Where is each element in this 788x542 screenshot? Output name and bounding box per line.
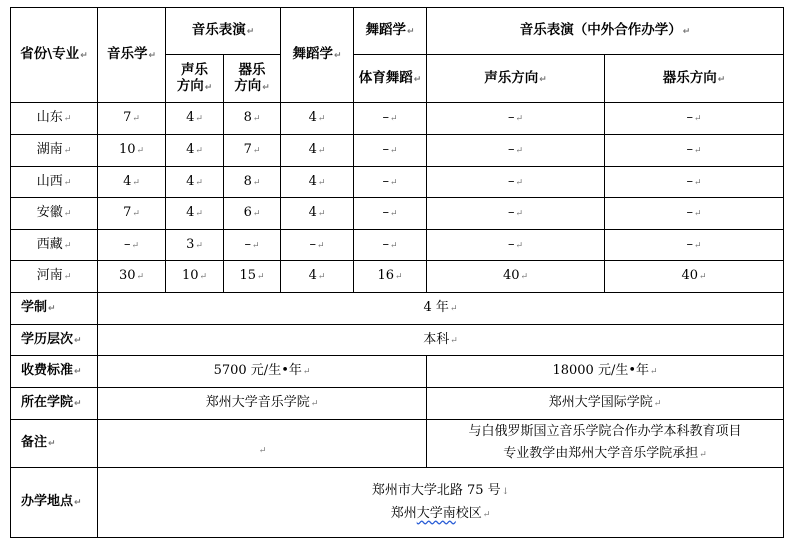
note-left: ↵ (98, 420, 427, 468)
header-coop-instrumental: 器乐方向↵ (605, 55, 784, 103)
data-cell: 4↵ (281, 261, 354, 293)
data-cell: 4↵ (281, 103, 354, 135)
data-cell: 4↵ (281, 198, 354, 230)
table-row (11, 198, 784, 230)
header-vocal: 声乐 方向↵ (166, 55, 224, 103)
data-cell: 10↵ (166, 261, 224, 293)
data-cell: –↵ (427, 167, 605, 198)
data-cell: –↵ (427, 230, 605, 261)
level-value: 本科↵ (98, 325, 784, 356)
data-cell: –↵ (224, 230, 281, 261)
data-cell: –↵ (605, 230, 784, 261)
data-cell: 40↵ (605, 261, 784, 293)
table-row (11, 167, 784, 198)
data-cell: –↵ (427, 135, 605, 167)
fee-label: 收费标准↵ (11, 356, 98, 388)
data-cell: 4↵ (98, 167, 166, 198)
enrollment-table (10, 7, 784, 538)
data-cell: –↵ (281, 230, 354, 261)
table-row (11, 103, 784, 135)
province-cell: 河南↵ (11, 261, 98, 293)
duration-label: 学制↵ (11, 293, 98, 325)
header-performance: 音乐表演↵ (166, 8, 281, 55)
data-cell: 30↵ (98, 261, 166, 293)
data-cell: –↵ (605, 103, 784, 135)
province-cell: 山西↵ (11, 167, 98, 198)
province-cell: 安徽↵ (11, 198, 98, 230)
duration-value: 4 年↵ (98, 293, 784, 325)
province-cell: 西藏↵ (11, 230, 98, 261)
table-row (11, 135, 784, 167)
data-cell: 16↵ (354, 261, 427, 293)
data-cell: –↵ (605, 135, 784, 167)
data-cell: –↵ (354, 135, 427, 167)
data-cell: –↵ (354, 167, 427, 198)
province-cell: 湖南↵ (11, 135, 98, 167)
header-dance-2: 舞蹈学↵ (354, 8, 427, 55)
data-cell: –↵ (354, 198, 427, 230)
header-coop: 音乐表演（中外合作办学）↵ (427, 8, 784, 55)
data-cell: 4↵ (166, 198, 224, 230)
data-cell: 15↵ (224, 261, 281, 293)
data-cell: 8↵ (224, 167, 281, 198)
data-cell: 7↵ (98, 103, 166, 135)
header-province-major: 省份\专业↵ (11, 8, 98, 103)
address-value: 郑州市大学北路 75 号↓ 郑州大学南校区↵ (98, 468, 784, 538)
note-label: 备注↵ (11, 420, 98, 468)
data-cell: –↵ (427, 198, 605, 230)
data-cell: 4↵ (281, 135, 354, 167)
header-instrumental: 器乐 方向↵ (224, 55, 281, 103)
fee-left: 5700 元/生•年↵ (98, 356, 427, 388)
data-cell: 40↵ (427, 261, 605, 293)
data-cell: –↵ (98, 230, 166, 261)
header-music: 音乐学↵ (98, 8, 166, 103)
province-cell: 山东↵ (11, 103, 98, 135)
level-label: 学历层次↵ (11, 325, 98, 356)
data-cell: 8↵ (224, 103, 281, 135)
college-left: 郑州大学音乐学院↵ (98, 388, 427, 420)
college-label: 所在学院↵ (11, 388, 98, 420)
data-cell: –↵ (605, 167, 784, 198)
college-right: 郑州大学国际学院↵ (427, 388, 784, 420)
data-cell: 10↵ (98, 135, 166, 167)
fee-right: 18000 元/生•年↵ (427, 356, 784, 388)
data-cell: 4↵ (166, 103, 224, 135)
data-cell: 7↵ (224, 135, 281, 167)
data-cell: 4↵ (281, 167, 354, 198)
data-cell: 7↵ (98, 198, 166, 230)
data-cell: 4↵ (166, 167, 224, 198)
header-coop-vocal: 声乐方向↵ (427, 55, 605, 103)
header-sport-dance: 体育舞蹈↵ (354, 55, 427, 103)
data-cell: 6↵ (224, 198, 281, 230)
data-cell: 4↵ (166, 135, 224, 167)
data-cell: –↵ (427, 103, 605, 135)
data-cell: 3↵ (166, 230, 224, 261)
data-cell: –↵ (605, 198, 784, 230)
address-label: 办学地点↵ (11, 468, 98, 538)
header-dance: 舞蹈学↵ (281, 8, 354, 103)
table-row (11, 230, 784, 261)
data-cell: –↵ (354, 103, 427, 135)
table-row (11, 261, 784, 293)
data-cell: –↵ (354, 230, 427, 261)
note-right: 与白俄罗斯国立音乐学院合作办学本科教育项目 专业教学由郑州大学音乐学院承担↵ (427, 420, 784, 468)
